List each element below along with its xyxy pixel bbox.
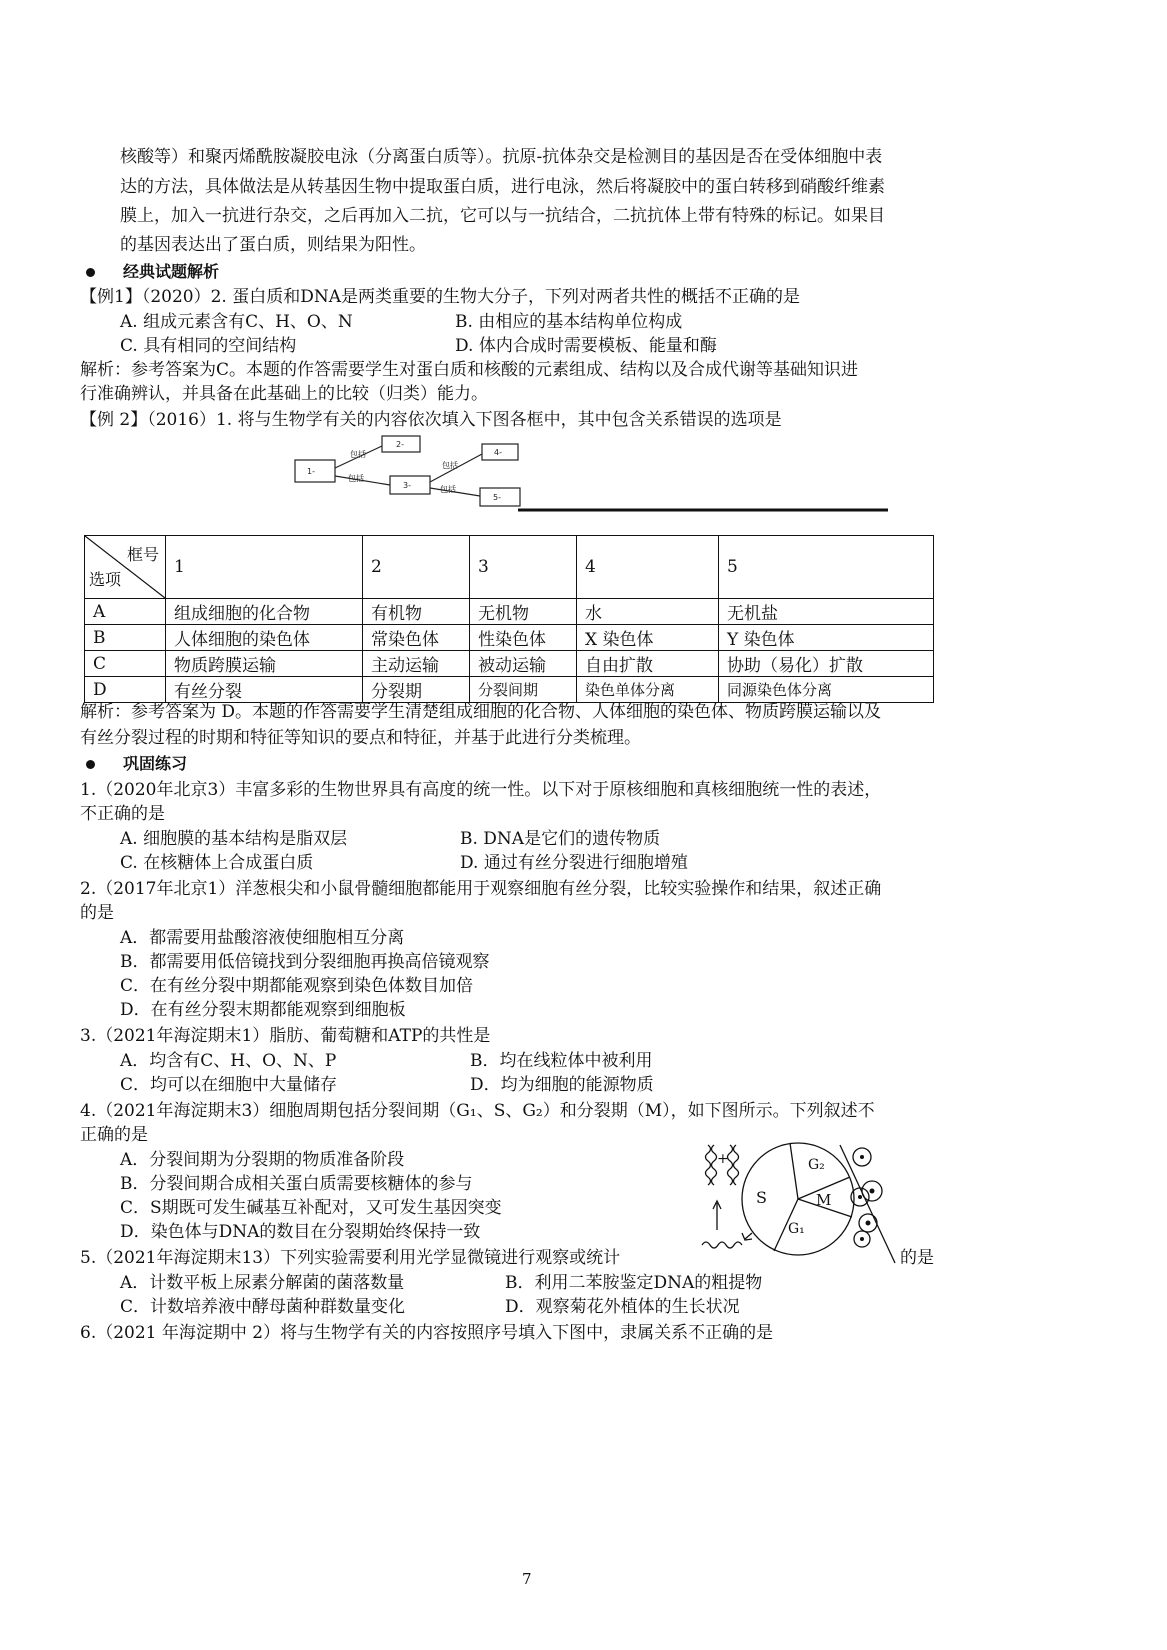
q6-stem: 6.（2021 年海淀期中 2）将与生物学有关的内容按照序号填入下图中，隶属关系不正确的是: [80, 1323, 774, 1343]
q5-stem: 5.（2021年海淀期末13）下列实验需要利用光学显微镜进行观察或统计: [80, 1248, 621, 1268]
table-cell: 无机盐: [719, 599, 934, 625]
q1-option-a: A. 细胞膜的基本结构是脂双层: [120, 829, 348, 849]
table-cell: A: [85, 599, 166, 625]
table-corner-cell: [85, 536, 166, 599]
section-heading-analysis: [86, 260, 219, 284]
section-heading-practice: [86, 752, 187, 776]
intro-line-1: 核酸等）和聚丙烯酰胺凝胶电泳（分离蛋白质等）。抗原-抗体杂交是检测目的基因是否在受体细胞中表: [120, 147, 883, 167]
table-cell: 无机物: [470, 599, 577, 625]
q2-option-a: A．都需要用盐酸溶液使细胞相互分离: [120, 928, 405, 948]
q1-option-c: C. 在核糖体上合成蛋白质: [120, 853, 314, 873]
diagram-label-5: 5-: [493, 493, 501, 502]
q5-option-d: D．观察菊花外植体的生长状况: [505, 1297, 740, 1317]
example1-option-a: A. 组成元素含有C、H、O、N: [120, 312, 353, 332]
table-header-row: [85, 536, 934, 599]
q2-stem-line-1: 2.（2017年北京1）洋葱根尖和小鼠骨髓细胞都能用于观察细胞有丝分裂，比较实验操作和结果，叙述正确: [80, 879, 882, 899]
intro-line-3: 膜上，加入一抗进行杂交，之后再加入二抗，它可以与一抗结合，二抗抗体上带有特殊的标记。如果目: [120, 206, 885, 226]
diagram-label-2: 2-: [396, 440, 404, 449]
table-cell: 分裂期: [363, 677, 470, 703]
table-row: [85, 677, 934, 703]
q4-stem-line-2: 正确的是: [80, 1125, 148, 1145]
example1-option-c: C. 具有相同的空间结构: [120, 336, 297, 356]
table-header-cell: 4: [577, 536, 719, 599]
q3-option-c: C．均可以在细胞中大量储存: [120, 1075, 338, 1095]
m-label: M: [816, 1191, 832, 1209]
example2-analysis-line-2: 有丝分裂过程的时期和特征等知识的要点和特征，并基于此进行分类梳理。: [80, 728, 641, 748]
plus-label: +: [717, 1151, 729, 1167]
table-cell: X 染色体: [577, 625, 719, 651]
q3-stem: 3.（2021年海淀期末1）脂肪、葡萄糖和ATP的共性是: [80, 1026, 491, 1046]
table-header-cell: 1: [166, 536, 363, 599]
table-cell: 自由扩散: [577, 651, 719, 677]
q4-option-b: B．分裂间期合成相关蛋白质需要核糖体的参与: [120, 1174, 473, 1194]
table-cell: 有丝分裂: [166, 677, 363, 703]
dna-helix-icon: [706, 1145, 711, 1185]
q5-option-a: A．计数平板上尿素分解菌的菌落数量: [120, 1273, 405, 1293]
example2-stem: 【例 2】（2016）1. 将与生物学有关的内容依次填入下图各框中，其中包含关系错误的选项是: [80, 410, 782, 430]
example1-analysis-line-2: 行准确辨认，并具备在此基础上的比较（归类）能力。: [80, 384, 488, 404]
table-cell: 物质跨膜运输: [166, 651, 363, 677]
corner-bottom-label: 选项: [89, 570, 122, 589]
table-cell: 有机物: [363, 599, 470, 625]
inclusion-diagram: [290, 430, 890, 515]
intro-line-4: 的基因表达出了蛋白质，则结果为阳性。: [120, 235, 426, 255]
table-cell: 组成细胞的化合物: [166, 599, 363, 625]
q3-option-a: A．均含有C、H、O、N、P: [120, 1051, 337, 1071]
table-cell: 染色单体分离: [577, 677, 719, 703]
diagram-arrow-label-3: 包括: [442, 461, 458, 470]
table-header-cell: 3: [470, 536, 577, 599]
section-title: 巩固练习: [123, 754, 188, 773]
example1-option-b: B. 由相应的基本结构单位构成: [455, 312, 683, 332]
q2-option-b: B．都需要用低倍镜找到分裂细胞再换高倍镜观察: [120, 952, 490, 972]
example1-option-d: D. 体内合成时需要模板、能量和酶: [455, 336, 717, 356]
table-row: [85, 625, 934, 651]
section-title: 经典试题解析: [123, 262, 220, 281]
table-cell: 水: [577, 599, 719, 625]
example2-analysis-line-1: 解析：参考答案为 D。本题的作答需要学生清楚组成细胞的化合物、人体细胞的染色体、物质跨膜运输以及: [80, 702, 882, 722]
table-cell: 常染色体: [363, 625, 470, 651]
intro-line-2: 达的方法，具体做法是从转基因生物中提取蛋白质，进行电泳，然后将凝胶中的蛋白转移到硝酸纤维素: [120, 177, 885, 197]
table-cell: 协助（易化）扩散: [719, 651, 934, 677]
table-cell: Y 染色体: [719, 625, 934, 651]
g1-label: G₁: [788, 1221, 805, 1237]
q3-option-b: B．均在线粒体中被利用: [470, 1051, 653, 1071]
diagram-arrow-label-4: 包括: [440, 485, 456, 494]
q1-stem-line-2: 不正确的是: [80, 804, 165, 824]
diagram-label-4: 4-: [494, 448, 502, 457]
table-header-cell: 2: [363, 536, 470, 599]
cell-cycle-diagram: [690, 1135, 920, 1265]
s-label: S: [756, 1188, 767, 1207]
q4-option-a: A．分裂间期为分裂期的物质准备阶段: [120, 1150, 405, 1170]
q5-option-b: B．利用二苯胺鉴定DNA的粗提物: [505, 1273, 763, 1293]
diagram-arrow-label-1: 包括: [350, 450, 366, 459]
table-header-cell: 5: [719, 536, 934, 599]
table-cell: D: [85, 677, 166, 703]
bullet-icon: [86, 760, 95, 769]
q3-option-d: D．均为细胞的能源物质: [470, 1075, 654, 1095]
diagram-label-3: 3-: [403, 481, 411, 490]
q2-option-d: D．在有丝分裂末期都能观察到细胞板: [120, 1000, 406, 1020]
diagram-arrow-label-2: 包括: [348, 474, 364, 483]
q4-option-c: C．S期既可发生碱基互补配对，又可发生基因突变: [120, 1198, 502, 1218]
diagram-label-1: 1-: [307, 467, 315, 476]
page-number: 7: [522, 1570, 532, 1588]
bullet-icon: [86, 268, 95, 277]
table-cell: 同源染色体分离: [719, 677, 934, 703]
table-cell: 分裂间期: [470, 677, 577, 703]
q4-stem-line-1: 4.（2021年海淀期末3）细胞周期包括分裂间期（G₁、S、G₂）和分裂期（M），如下图所示。下列叙述不: [80, 1101, 875, 1121]
corner-top-label: 框号: [126, 545, 159, 564]
example1-analysis-line-1: 解析：参考答案为C。本题的作答需要学生对蛋白质和核酸的元素组成、结构以及合成代谢等基础知识进: [80, 360, 859, 380]
g2-label: G₂: [808, 1157, 825, 1173]
table-cell: C: [85, 651, 166, 677]
table-cell: B: [85, 625, 166, 651]
q2-option-c: C．在有丝分裂中期都能观察到染色体数目加倍: [120, 976, 474, 996]
table-row: [85, 599, 934, 625]
q2-stem-line-2: 的是: [80, 903, 114, 923]
table-cell: 被动运输: [470, 651, 577, 677]
table-cell: 人体细胞的染色体: [166, 625, 363, 651]
example2-table: [84, 535, 934, 703]
table-cell: 性染色体: [470, 625, 577, 651]
q5-stem-tail: 的是: [900, 1248, 934, 1268]
q1-option-b: B. DNA是它们的遗传物质: [460, 829, 661, 849]
table-row: [85, 651, 934, 677]
mrna-wave-icon: [702, 1242, 742, 1248]
diagram-box-1: [295, 460, 335, 482]
q4-option-d: D．染色体与DNA的数目在分裂期始终保持一致: [120, 1222, 481, 1242]
q5-option-c: C．计数培养液中酵母菌种群数量变化: [120, 1297, 406, 1317]
example1-stem: 【例1】（2020）2. 蛋白质和DNA是两类重要的生物大分子，下列对两者共性的概括不正确的是: [80, 287, 800, 307]
q1-stem-line-1: 1.（2020年北京3）丰富多彩的生物世界具有高度的统一性。以下对于原核细胞和真核细胞统一性的表述，: [80, 780, 882, 800]
q1-option-d: D. 通过有丝分裂进行细胞增殖: [460, 853, 688, 873]
table-cell: 主动运输: [363, 651, 470, 677]
